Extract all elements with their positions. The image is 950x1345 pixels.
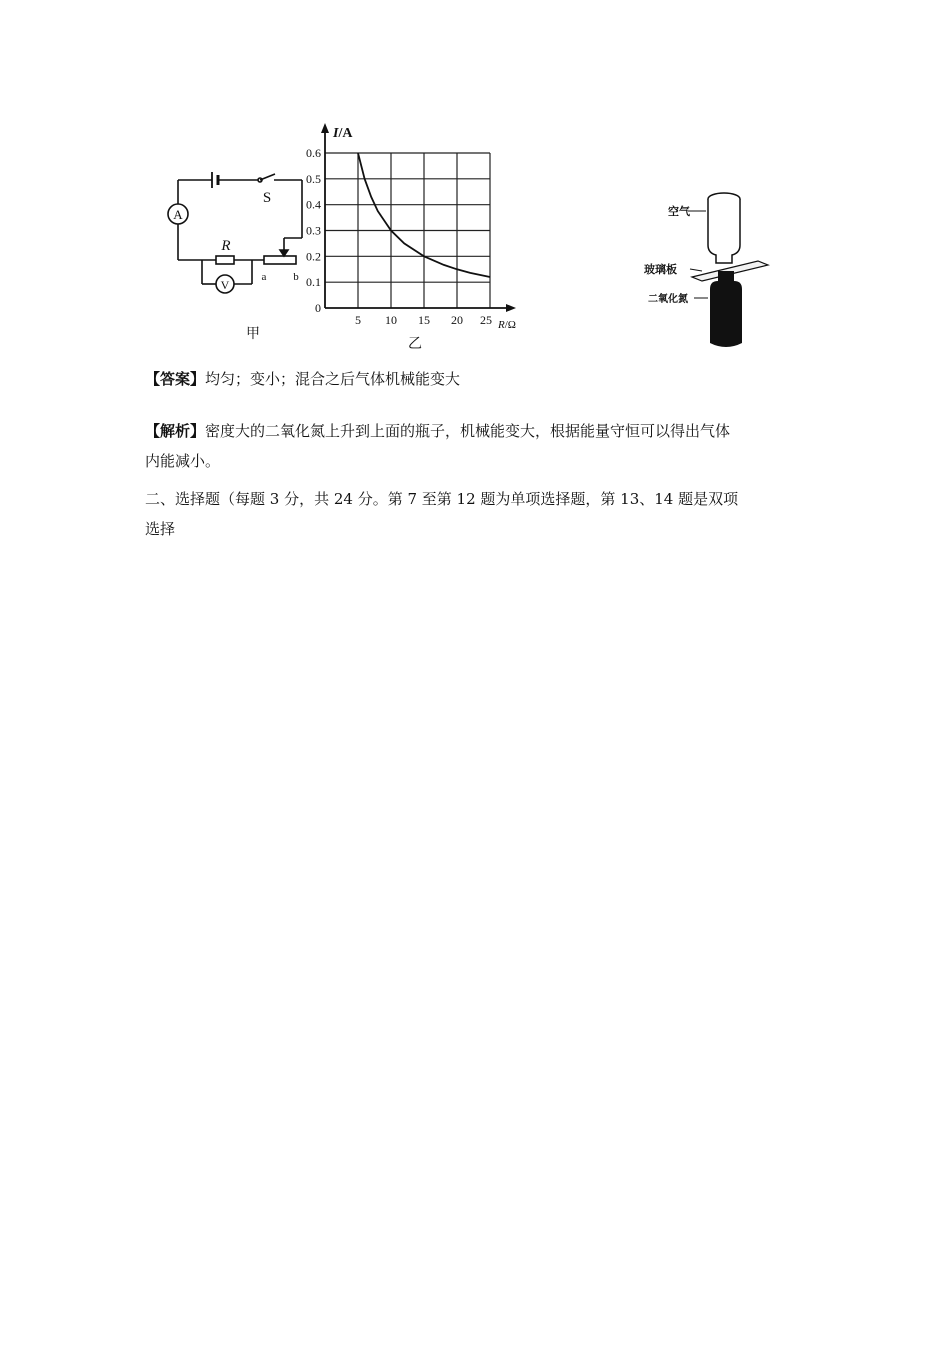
no2-bottle (710, 271, 742, 347)
x-tick-label: 5 (355, 313, 361, 327)
y-tick-label: 0 (315, 301, 321, 315)
section-line-1: 二、选择题（每题 3 分，共 24 分。第 7 至第 12 题为单项选择题，第 13、14 题是双项 (145, 490, 739, 508)
gas-diffusion-apparatus (640, 185, 790, 355)
y-axis-arrow (321, 123, 329, 133)
x-axis-label: R/Ω (498, 319, 516, 331)
y-tick-label: 0.3 (306, 223, 321, 238)
y-axis-label: I/A (333, 126, 353, 141)
x-axis-arrow (506, 304, 516, 312)
resistor-label: R (221, 238, 231, 254)
section-paragraph (145, 484, 738, 544)
x-tick-label: 25 (480, 313, 492, 327)
answer-text: 均匀；变小；混合之后气体机械能变大 (205, 370, 461, 388)
air-label: 空气 (668, 206, 690, 218)
circuit-caption: 甲 (246, 327, 260, 342)
no2-label: 二氧化氮 (648, 294, 688, 305)
y-tick-label: 0.4 (306, 197, 321, 212)
voltmeter-label: V (220, 278, 230, 292)
x-tick-label: 15 (418, 313, 430, 327)
y-tick-label: 0.5 (306, 171, 321, 186)
y-tick-label: 0.2 (306, 249, 321, 264)
analysis-paragraph (145, 416, 730, 476)
terminal-b-label: b (293, 271, 299, 283)
x-tick-label: 20 (451, 313, 463, 327)
analysis-tag: 【解析】 (145, 422, 206, 440)
terminal-a-label: a (261, 271, 267, 283)
answer-tag: 【答案】 (145, 370, 206, 388)
section-line-2: 选择 (145, 520, 176, 538)
y-tick-label: 0.6 (306, 146, 321, 160)
ammeter-label: A (173, 207, 183, 222)
glass-plate-label: 玻璃板 (644, 264, 677, 276)
current-resistance-chart (300, 115, 550, 355)
chart-caption: 乙 (408, 337, 422, 352)
analysis-line-1: 密度大的二氧化氮上升到上面的瓶子，机械能变大，根据能量守恒可以得出气体 (205, 422, 731, 440)
circuit-diagram (160, 160, 310, 350)
air-bottle (708, 193, 740, 263)
y-tick-label: 0.1 (306, 275, 321, 290)
x-tick-label: 10 (385, 313, 397, 327)
switch-label: S (262, 190, 272, 206)
chart-axes (321, 123, 516, 312)
chart-grid (325, 153, 490, 308)
analysis-line-2: 内能减小。 (145, 452, 221, 470)
answer-paragraph (145, 364, 460, 394)
